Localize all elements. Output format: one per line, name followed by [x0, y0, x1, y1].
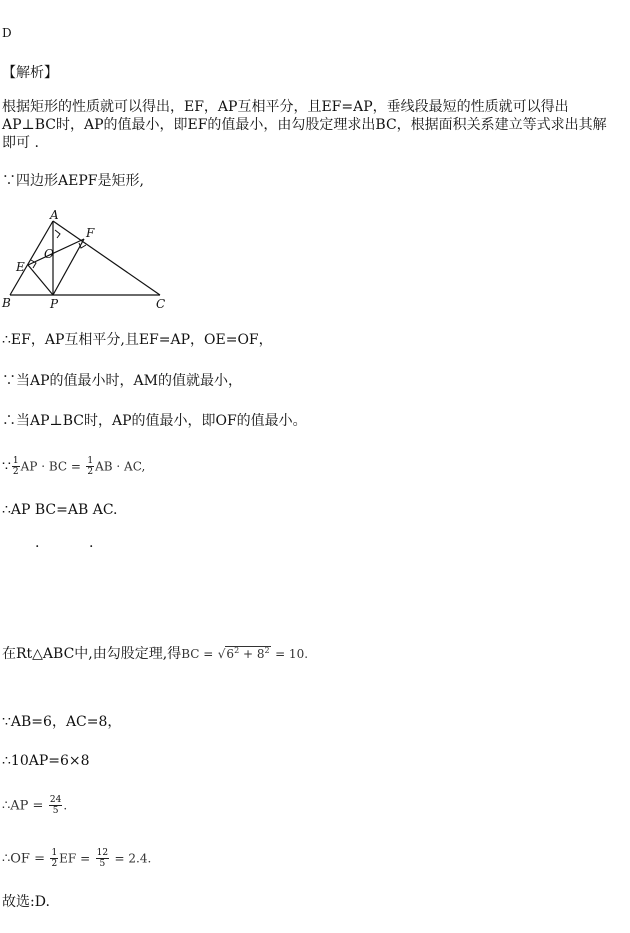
half-den-2: 2 [87, 467, 94, 477]
label-o: O [44, 247, 54, 261]
area-left: AP · BC = [20, 459, 81, 474]
step-bisect: ∴EF，AP互相平分,且EF=AP，OE=OF， [2, 332, 273, 348]
of-value-fraction [96, 848, 109, 869]
exp-a: 2 [234, 646, 240, 655]
step-rectangle: ∵四边形AEPF是矩形, [2, 173, 144, 189]
bc-result: = 10. [275, 647, 309, 661]
ap-suffix: . [63, 798, 68, 813]
label-e: E [16, 260, 25, 274]
area-prefix: ∵ [2, 458, 11, 475]
ap-num: 24 [49, 795, 62, 805]
analysis-heading: 【解析】 [2, 65, 58, 81]
stray-dot-1: . [35, 535, 40, 551]
step-perpendicular: ∴当AP⊥BC时，AP的值最小，即OF的值最小。 [2, 413, 307, 429]
plus-sign: + [242, 647, 254, 661]
ap-fraction [49, 795, 62, 816]
of-half-fraction [50, 848, 58, 869]
exp-b: 2 [264, 646, 270, 655]
half-fraction [12, 456, 20, 477]
figure-svg [0, 205, 180, 315]
label-b: B [2, 296, 11, 310]
step-ap-value [2, 795, 67, 816]
label-f: F [86, 226, 95, 240]
step-pythagoras [2, 642, 308, 663]
step-given-sides: ∵AB=6，AC=8， [2, 714, 122, 730]
of-half-num: 1 [51, 848, 58, 858]
step-product: ∴AP BC=AB AC. [2, 502, 118, 518]
half-fraction-2 [86, 456, 94, 477]
label-c: C [156, 297, 166, 311]
half-num: 1 [12, 456, 19, 466]
pythagoras-text: 在Rt△ABC中,由勾股定理,得 [2, 646, 182, 662]
geometry-figure [0, 205, 180, 315]
step-area-equation [2, 456, 145, 477]
half-num-2: 1 [87, 456, 94, 466]
of-half-den: 2 [51, 859, 58, 869]
conclusion: 故选:D. [2, 894, 50, 910]
half-den: 2 [12, 467, 19, 477]
stray-dot-2: . [89, 535, 94, 551]
step-10ap: ∴10AP=6×8 [2, 753, 90, 769]
ap-den: 5 [52, 806, 59, 816]
of-suffix: = 2.4. [114, 851, 152, 866]
label-a: A [50, 208, 59, 222]
label-p: P [50, 297, 59, 311]
of-prefix: ∴OF = [2, 851, 45, 867]
of-mid: EF = [59, 851, 91, 866]
step-min-am: ∵当AP的值最小时，AM的值就最小， [2, 373, 242, 389]
bc-lhs: BC = [181, 647, 214, 661]
area-right: AB · AC, [95, 459, 146, 474]
radicand-a: 6 [226, 647, 235, 661]
step-of-value [2, 848, 151, 869]
of-num: 12 [96, 848, 109, 858]
of-den: 5 [99, 859, 106, 869]
sqrt-expression: $√6^2 + 8^2$ [217, 646, 270, 661]
answer-letter: D [2, 26, 12, 40]
radicand-b: 8 [256, 647, 265, 661]
analysis-intro: 根据矩形的性质就可以得出，EF，AP互相平分，且EF=AP，垂线段最短的性质就可以得出AP⊥BC时，AP的值最小，即EF的值最小，由勾股定理求出BC，根据面积关系建立等式求出其解即可 . [2, 99, 607, 151]
ap-prefix: ∴AP = [2, 798, 44, 814]
